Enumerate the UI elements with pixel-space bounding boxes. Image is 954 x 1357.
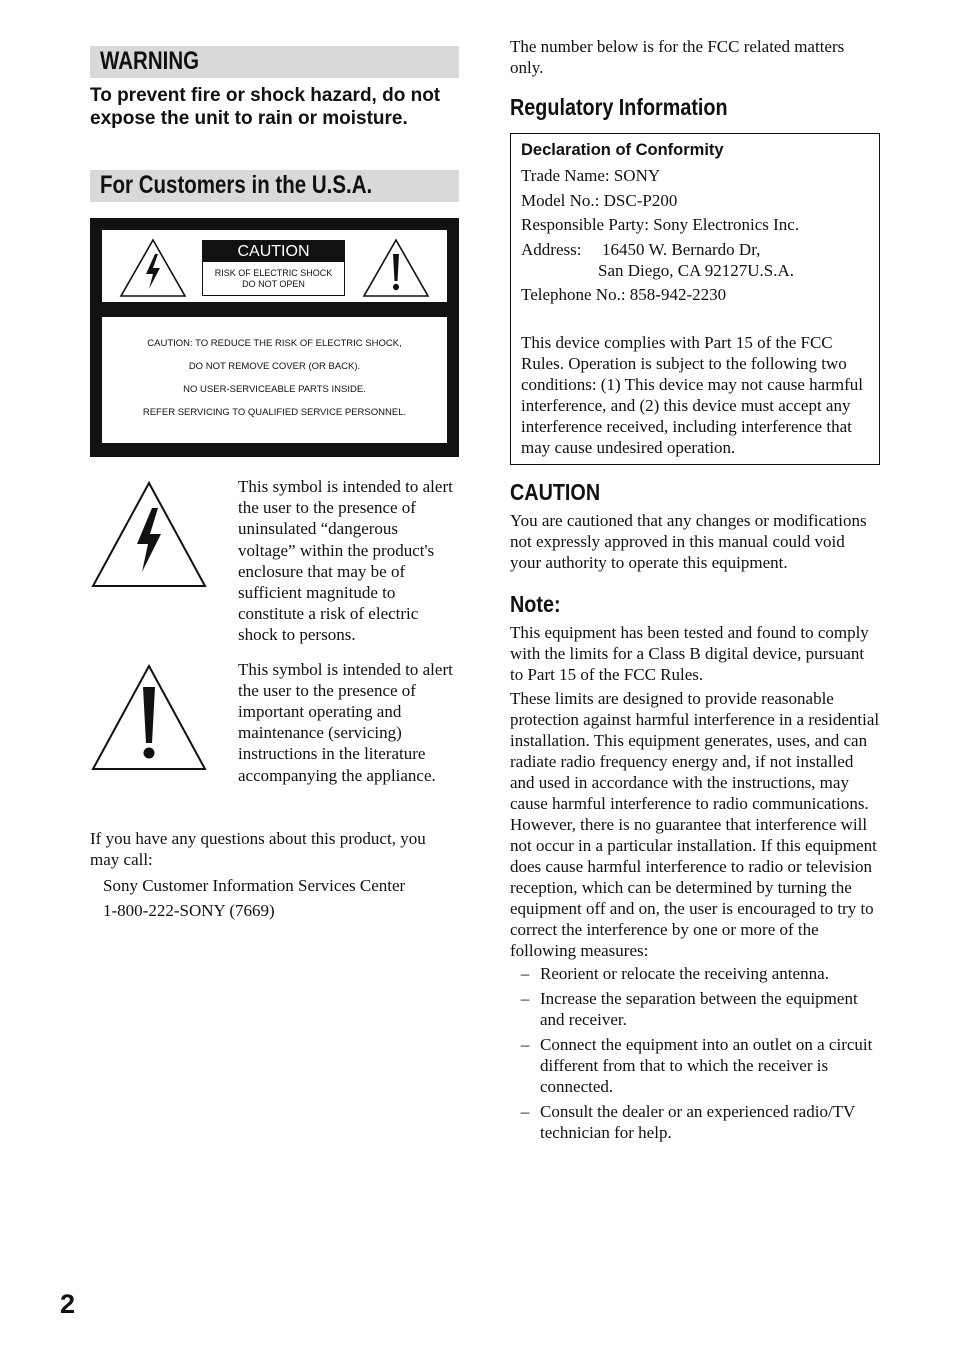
lightning-triangle-icon (90, 480, 208, 588)
exclamation-symbol-row (90, 659, 459, 786)
left-column (90, 46, 459, 923)
caution-line: CAUTION: TO REDUCE THE RISK OF ELECTRIC SHOCK, (147, 338, 402, 349)
address-label: Address: (521, 239, 582, 259)
right-column (510, 36, 880, 1147)
exclamation-triangle-icon (361, 237, 431, 299)
lightning-symbol-row (90, 476, 459, 646)
caution-instructions (102, 317, 447, 443)
warning-text: To prevent fire or shock hazard, do not expose the unit to rain or moisture. (90, 85, 441, 129)
caution-heading: CAUTION (510, 478, 601, 505)
model-number: Model No.: DSC-P200 (521, 190, 678, 210)
measures-list (510, 963, 880, 1143)
caution-text: You are cautioned that any changes or modifications not expressly approved in this manual could void your authority to operate this equipment. (510, 510, 867, 572)
declaration-of-conformity-box (510, 133, 880, 465)
caution-label-panel (90, 218, 459, 457)
caution-label-title: CAUTION (203, 241, 344, 262)
service-phone: 1-800-222-SONY (7669) (103, 900, 275, 920)
list-item: – Increase the separation between the equipment and receiver. (520, 988, 858, 1029)
note-text-1: This equipment has been tested and found to comply with the limits for a Class B digital device, pursuant to Part 15 of the FCC Rules. (510, 622, 869, 684)
caution-label-line1: RISK OF ELECTRIC SHOCK (214, 268, 333, 278)
fcc-intro: The number below is for the FCC related matters only. (510, 37, 845, 77)
caution-line: REFER SERVICING TO QUALIFIED SERVICE PERSONNEL. (142, 407, 407, 418)
address-line1: 16450 W. Bernardo Dr, (602, 239, 761, 259)
exclamation-triangle-icon (90, 663, 208, 771)
note-text-2: These limits are designed to provide reasonable protection against harmful interference in a residential installation. This equipment generates, uses, and can radiate radio frequency energy and, if not installed and used in accordance with the instructions, may cause harmful interference to radio communications. However, there is no guarantee that interference will not occur in a particular installation. If this equipment does cause harmful interference to radio or television reception, which can be determined by turning the equipment off and on, the user is encouraged to try to correct the interference by one or more of the following measures: (510, 688, 880, 960)
regulatory-heading: Regulatory Information (510, 94, 728, 120)
address-line2: San Diego, CA 92127U.S.A. (598, 261, 794, 280)
lightning-triangle-icon (118, 237, 188, 299)
exclamation-symbol-text: This symbol is intended to alert the user to the presence of important operating and maintenance (servicing) instructions in the literature accompanying the appliance. (238, 659, 453, 785)
responsible-party: Responsible Party: Sony Electronics Inc. (521, 215, 800, 234)
page-number: 2 (60, 1289, 76, 1319)
list-item: – Reorient or relocate the receiving antenna. (520, 963, 829, 983)
trade-name: Trade Name: SONY (521, 166, 661, 185)
caution-label-line2: DO NOT OPEN (242, 279, 305, 289)
conformity-title: Declaration of Conformity (521, 141, 724, 159)
telephone: Telephone No.: 858-942-2230 (521, 285, 727, 304)
usa-heading: For Customers in the U.S.A. (90, 170, 459, 202)
warning-heading: WARNING (90, 46, 459, 78)
fcc-compliance-text: This device complies with Part 15 of the FCC Rules. Operation is subject to the following two conditions: (1) This device may not cause harmful interference, and (2) this device must accept any interference received, including interference that may cause undesired operation. (521, 332, 863, 457)
note-heading: Note: (510, 590, 561, 617)
caution-line: DO NOT REMOVE COVER (OR BACK). (188, 361, 361, 372)
address (521, 238, 869, 263)
caution-label-top (102, 230, 447, 302)
lightning-symbol-text: This symbol is intended to alert the user to the presence of uninsulated “dangerous voltage” within the product's enclosure that may be of sufficient magnitude to constitute a risk of electric shock to persons. (238, 477, 453, 645)
service-center: Sony Customer Information Services Center (103, 875, 406, 895)
questions-text: If you have any questions about this product, you may call: (90, 828, 426, 869)
caution-label-box (202, 240, 345, 296)
caution-line: NO USER-SERVICEABLE PARTS INSIDE. (183, 384, 366, 395)
list-item: – Connect the equipment into an outlet on a circuit different from that to which the receiver is connected. (520, 1034, 873, 1096)
list-item: – Consult the dealer or an experienced radio/TV technician for help. (520, 1101, 856, 1142)
